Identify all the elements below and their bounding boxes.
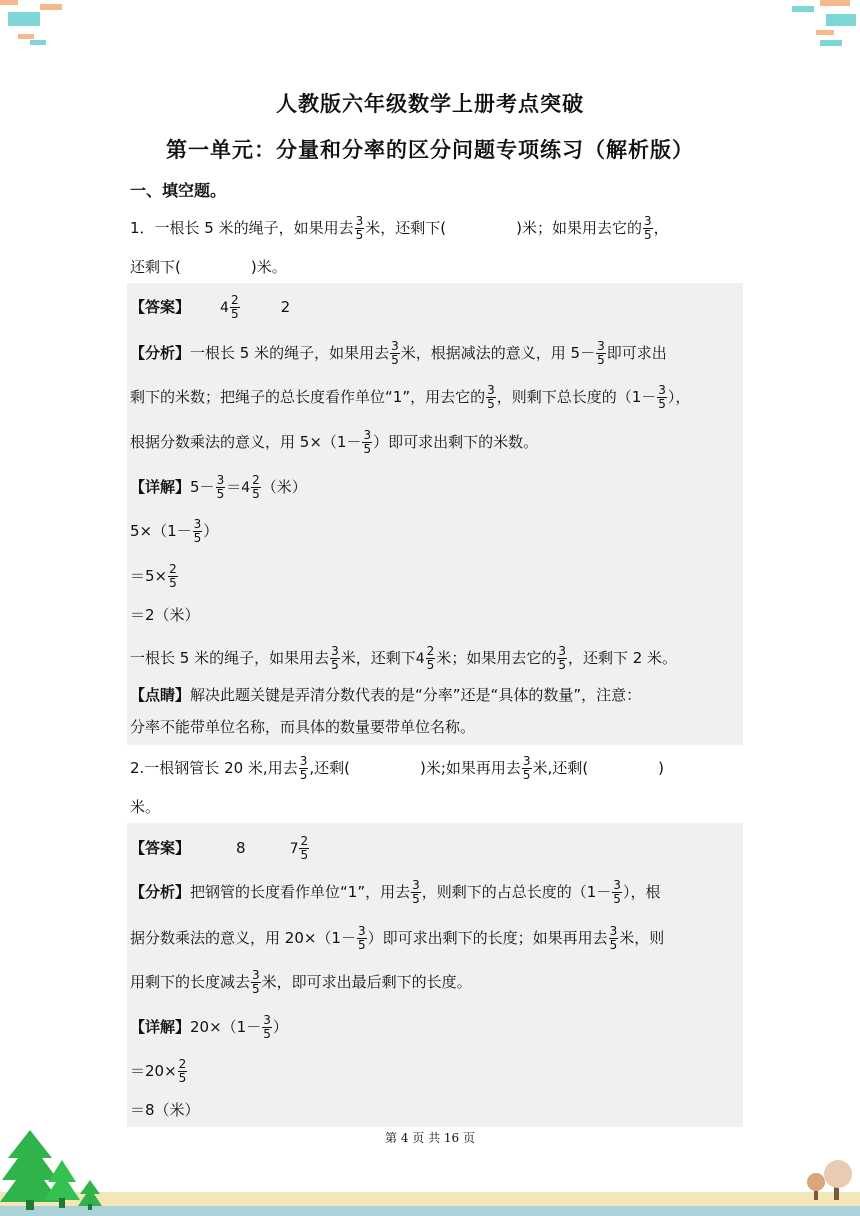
fraction: $\frac{3}{5}$ [558, 644, 566, 672]
q1-line-1: 1．一根长 5 米的绳子，如果用去 $\frac{3}{5}$ 米，还剩下( )米；如果用去它的 $\frac{3}{5}$ ， [130, 214, 669, 242]
q1-tip-2: 分率不能带单位名称，而具体的数量要带单位名称。 [130, 718, 476, 736]
fraction: $\frac{3}{5}$ [658, 383, 666, 411]
q1-tip-1: 【点睛】解决此题关键是弄清分数代表的是“分率”还是“具体的数量”，注意： [130, 686, 642, 704]
q2-answer: 【答案】 8 7 $\frac{2}{5}$ [130, 834, 309, 862]
fraction: $\frac{3}{5}$ [597, 339, 605, 367]
fraction: $\frac{3}{5}$ [331, 644, 339, 672]
page-subtitle: 第一单元：分量和分率的区分问题专项练习（解析版） [166, 138, 694, 162]
tree-icon [0, 1128, 110, 1210]
fraction: $\frac{3}{5}$ [391, 339, 399, 367]
fraction: $\frac{3}{5}$ [263, 1013, 271, 1041]
fraction: $\frac{3}{5}$ [357, 924, 366, 952]
fraction: $\frac{3}{5}$ [609, 924, 618, 952]
q1-analysis-2: 剩下的米数；把绳子的总长度看作单位“1”，用去它的 $\frac{3}{5}$ ，则剩下总长度的（1－ $\frac{3}{5}$ ）， [130, 383, 691, 411]
section-heading: 一、填空题。 [130, 181, 227, 200]
q2-analysis-1: 【分析】把钢管的长度看作单位“1”，用去 $\frac{3}{5}$ ，则剩下的占总长度的（1－ $\frac{3}{5}$ ），根 [130, 878, 661, 906]
page-footer: 第 4 页 共 16 页 [385, 1131, 475, 1145]
q1-answer: 【答案】 4 $\frac{2}{5}$ 2 [130, 293, 291, 321]
fraction: $\frac{3}{5}$ [216, 473, 225, 501]
fraction: $\frac{2}{5}$ [169, 562, 177, 590]
q2-detail-3: ＝8（米） [130, 1101, 200, 1119]
fraction: $\frac{2}{5}$ [426, 644, 435, 672]
fraction: $\frac{2}{5}$ [252, 473, 260, 501]
q1-line-2: 还剩下( )米。 [130, 258, 287, 276]
q1-detail-4: ＝2（米） [130, 606, 200, 624]
q1-analysis-1: 【分析】一根长 5 米的绳子，如果用去 $\frac{3}{5}$ 米，根据减法的意义，用 5－ $\frac{3}{5}$ 即可求出 [130, 339, 667, 367]
q2-line-1: 2.一根钢管长 20 米,用去 $\frac{3}{5}$ ,还剩( )米;如果再用去 $\frac{3}{5}$ 米,还剩( ) [130, 754, 665, 782]
fraction: $\frac{3}{5}$ [643, 214, 652, 242]
q1-analysis-3: 根据分数乘法的意义，用 5×（1－ $\frac{3}{5}$ ）即可求出剩下的米数。 [130, 428, 539, 456]
q1-conclusion: 一根长 5 米的绳子，如果用去 $\frac{3}{5}$ 米，还剩下4 $\frac{2}{5}$ 米；如果用去它的 $\frac{3}{5}$ ，还剩下 2 米。 [130, 644, 678, 672]
q2-detail-1: 【详解】20×（1－ $\frac{3}{5}$ ） [130, 1013, 288, 1041]
fraction: $\frac{3}{5}$ [299, 754, 308, 782]
fraction: $\frac{3}{5}$ [193, 517, 202, 545]
q1-detail-2: 5×（1－ $\frac{3}{5}$ ） [130, 517, 219, 545]
q1-detail-1: 【详解】5－ $\frac{3}{5}$ ＝4 $\frac{2}{5}$ （米） [130, 473, 307, 501]
corner-decoration-top-left [0, 0, 80, 50]
q2-line-2: 米。 [130, 798, 161, 816]
fraction: $\frac{2}{5}$ [300, 834, 309, 862]
fraction: $\frac{2}{5}$ [178, 1057, 187, 1085]
fraction: $\frac{3}{5}$ [613, 878, 621, 906]
fraction: $\frac{3}{5}$ [252, 968, 260, 996]
fraction: $\frac{3}{5}$ [487, 383, 495, 411]
q1-detail-3: ＝5× $\frac{2}{5}$ [130, 562, 177, 590]
q2-analysis-2: 据分数乘法的意义，用 20×（1－ $\frac{3}{5}$ ）即可求出剩下的长度；如果再用去 $\frac{3}{5}$ 米，则 [130, 924, 665, 952]
fraction: $\frac{3}{5}$ [522, 754, 531, 782]
page-title: 人教版六年级数学上册考点突破 [276, 92, 584, 116]
corner-decoration-top-right [780, 0, 860, 50]
mushroom-icon [798, 1160, 860, 1200]
fraction: $\frac{3}{5}$ [412, 878, 420, 906]
fraction: $\frac{3}{5}$ [363, 428, 372, 456]
q2-detail-2: ＝20× $\frac{2}{5}$ [130, 1057, 187, 1085]
fraction: $\frac{3}{5}$ [355, 214, 364, 242]
water-strip [0, 1206, 860, 1216]
fraction: $\frac{2}{5}$ [230, 293, 239, 321]
q2-analysis-3: 用剩下的长度减去 $\frac{3}{5}$ 米，即可求出最后剩下的长度。 [130, 968, 472, 996]
